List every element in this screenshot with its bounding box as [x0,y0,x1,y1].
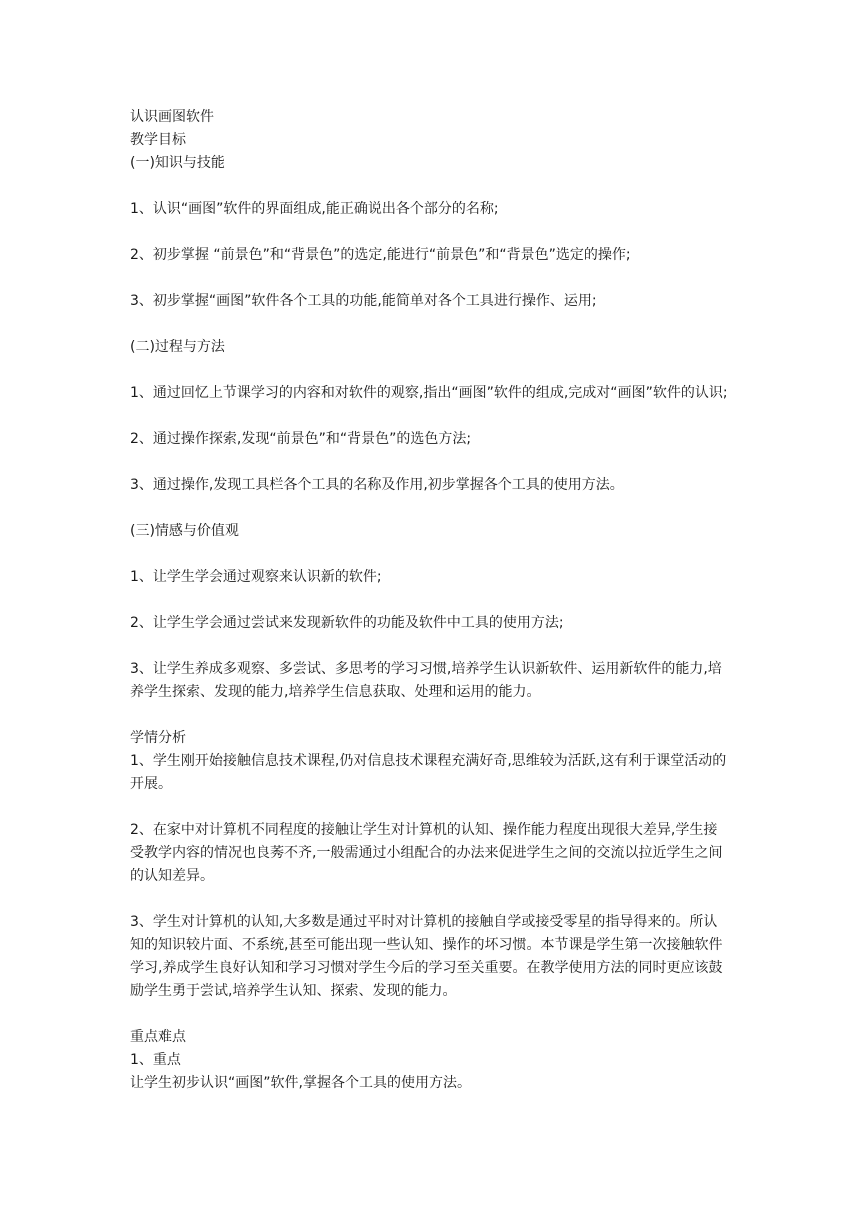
paragraph: 3、通过操作,发现工具栏各个工具的名称及作用,初步掌握各个工具的使用方法。 [130,477,624,493]
section-heading: (二)过程与方法 [130,339,225,355]
paragraph: 1、让学生学会通过观察来认识新的软件; [130,569,382,585]
paragraph: 2、通过操作探索,发现“前景色”和“背景色”的选色方法; [130,431,472,447]
paragraph: 3、初步掌握“画图”软件各个工具的功能,能简单对各个工具进行操作、运用; [130,293,597,309]
section-heading: (一)知识与技能 [130,155,225,171]
objectives-heading: 教学目标 [130,132,186,148]
section-heading: (三)情感与价值观 [130,523,239,539]
paragraph: 3、学生对计算机的认知,大多数是通过平时对计算机的接触自学或接受零星的指导得来的。所认知的知识较片面、不系统,甚至可能出现一些认知、操作的坏习惯。本节课是学生第一次接触软件学习,养成学生良好认知和学习习惯对学生今后的学习至关重要。在教学使用方法的同时更应该鼓励学生勇于尝试,培养学生认知、探索、发现的能力。 [130,914,723,999]
paragraph: 1、认识“画图”软件的界面组成,能正确说出各个部分的名称; [130,201,499,217]
paragraph: 1、学生刚开始接触信息技术课程,仍对信息技术课程充满好奇,思维较为活跃,这有利于课堂活动的开展。 [130,753,727,792]
paragraph: 让学生初步认识“画图”软件,掌握各个工具的使用方法。 [130,1075,471,1091]
key-point-subheading: 1、重点 [130,1052,181,1068]
document-title: 认识画图软件 [130,109,214,125]
paragraph: 1、通过回忆上节课学习的内容和对软件的观察,指出“画图”软件的组成,完成对“画图”软件的认识; [130,385,728,401]
paragraph: 2、初步掌握 “前景色”和“背景色”的选定,能进行“前景色”和“背景色”选定的操作; [130,247,631,263]
paragraph: 2、在家中对计算机不同程度的接触让学生对计算机的认知、操作能力程度出现很大差异,学生接受教学内容的情况也良莠不齐,一般需通过小组配合的办法来促进学生之间的交流以拉近学生之间的认知差异。 [130,822,723,884]
paragraph: 3、让学生养成多观察、多尝试、多思考的学习习惯,培养学生认识新软件、运用新软件的能力,培养学生探索、发现的能力,培养学生信息获取、处理和运用的能力。 [130,661,722,700]
analysis-heading: 学情分析 [130,730,186,746]
paragraph: 2、让学生学会通过尝试来发现新软件的功能及软件中工具的使用方法; [130,615,564,631]
document-body [130,106,730,1095]
key-points-heading: 重点难点 [130,1029,186,1045]
